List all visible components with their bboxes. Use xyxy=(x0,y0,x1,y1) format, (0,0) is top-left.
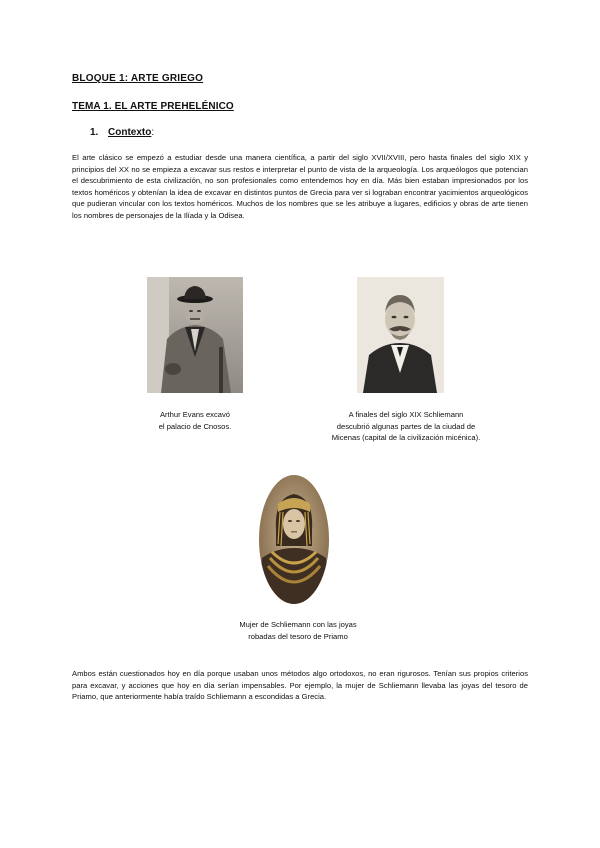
tema-title: TEMA 1. EL ARTE PREHELÉNICO xyxy=(72,101,234,112)
section-number: 1. xyxy=(90,127,99,138)
schliemann-caption-line3: Micenas (capital de la civilización micénica). xyxy=(331,433,481,442)
closing-paragraph: Ambos están cuestionados hoy en día porque usaban unos métodos algo ortodoxos, no eran rigurosos. Tenían sus propios criterios para excavar, y acciones que hoy en día serían impensables. Por ejemplo, la mujer de Schliemann llevaba las joyas del tesoro de Priamo, que anteriormente había traído Schliemann a escondidas a Grecia. xyxy=(72,669,528,702)
block-title: BLOQUE 1: ARTE GRIEGO xyxy=(72,73,204,84)
sophia-caption xyxy=(214,619,382,642)
sophia-caption-line1: Mujer de Schliemann con las joyas xyxy=(239,620,357,629)
schliemann-caption-line2: descubrió algunas partes de la ciudad de xyxy=(336,421,476,431)
evans-caption-line2: el palacio de Cnosos. xyxy=(158,421,232,431)
schliemann-caption-line1: A finales del siglo XIX Schliemann xyxy=(348,410,464,419)
evans-caption-line1: Arthur Evans excavó xyxy=(159,410,231,419)
section-heading xyxy=(90,127,154,138)
section-colon: : xyxy=(151,127,155,138)
sophia-caption-line2: robadas del tesoro de Priamo xyxy=(248,631,348,641)
intro-paragraph: El arte clásico se empezó a estudiar desde una manera científica, a partir del siglo XVII/XVIII, pero hasta finales del siglo XIX y principios del XX no se empieza a excavar sus restos e interpretar el punto de vista de la arqueología. Los arqueólogos que potencian el descubrimiento de esta civilización, no son profesionales como entendemos hoy en día. Más bien estaban impresionados por los textos homéricos y obtenían la idea de excavar en distintos puntos de Grecia para ver si lograban encontrar yacimientos arqueológicos que pudieran vincular con los textos homéricos. Muchos de los nombres que se les atribuye a lugares, edificios y obras de arte tienen los nombres de personajes de la Ilíada y la Odisea. xyxy=(72,153,528,220)
sophia-schliemann-photo xyxy=(258,474,330,605)
schliemann-caption xyxy=(300,409,512,444)
evans-caption xyxy=(122,409,268,432)
arthur-evans-photo xyxy=(147,277,243,393)
section-label: Contexto xyxy=(108,127,152,138)
schliemann-portrait xyxy=(357,277,444,393)
